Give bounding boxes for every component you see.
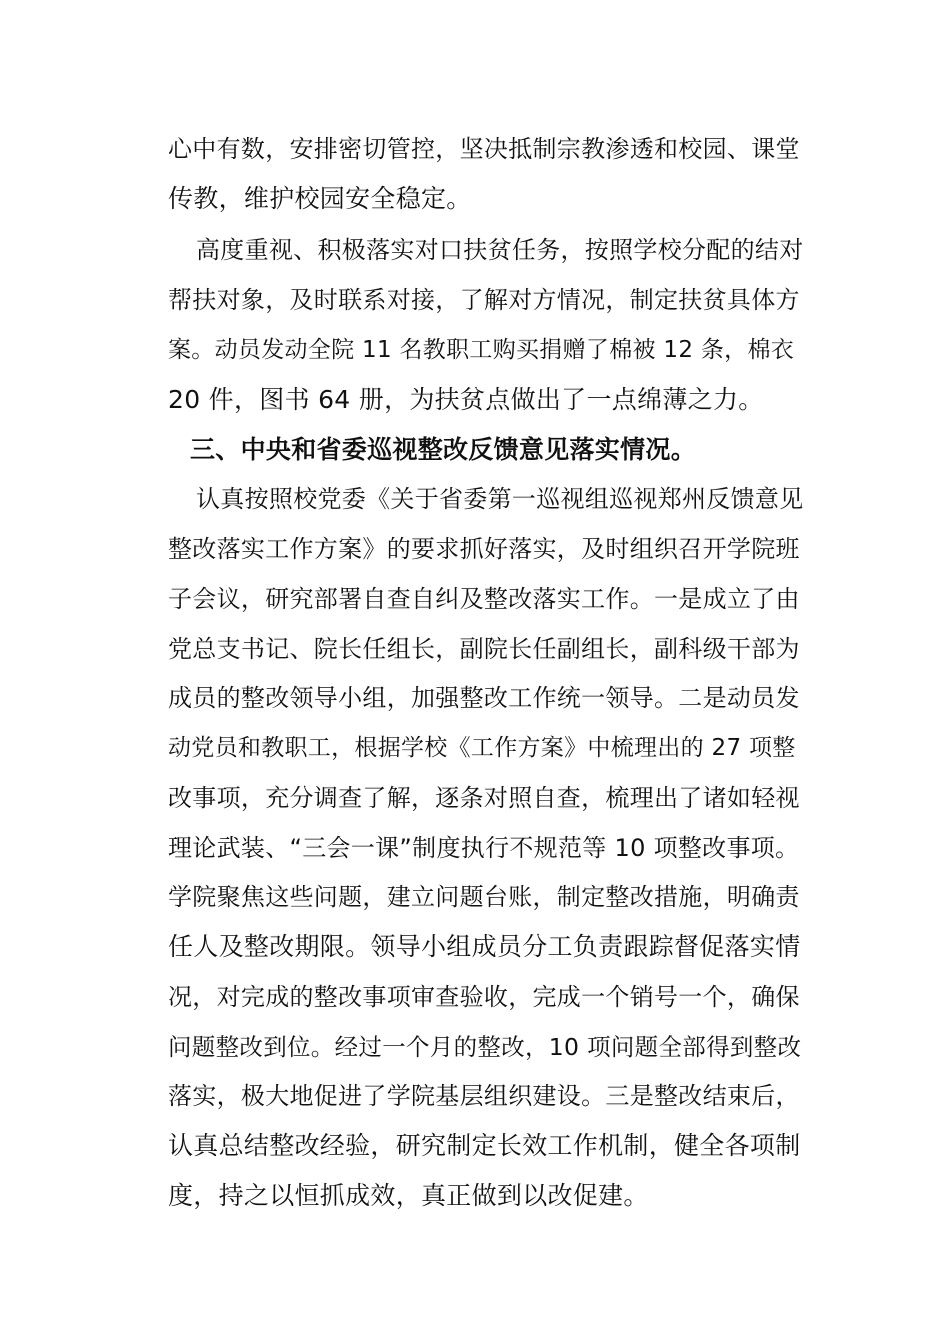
text-line: 落实，极大地促进了学院基层组织建设。三是整改结束后， [168,1082,800,1110]
text-line: 帮扶对象，及时联系对接，了解对方情况，制定扶贫具体方 [168,286,800,314]
text-line: 理论武装、“三会一课”制度执行不规范等 10 项整改事项。 [168,834,800,862]
section-heading: 三、中央和省委巡视整改反馈意见落实情况。 [190,435,697,464]
text-line: 动党员和教职工，根据学校《工作方案》中梳理出的 27 项整 [168,735,796,761]
text-line: 况，对完成的整改事项审查验收，完成一个销号一个，确保 [168,983,800,1011]
text-line: 心中有数，安排密切管控，坚决抵制宗教渗透和校园、课堂 [168,135,800,163]
text-line: 高度重视、积极落实对口扶贫任务，按照学校分配的结对 [196,236,804,264]
text-line: 子会议，研究部署自查自纠及整改落实工作。一是成立了由 [168,585,800,613]
text-line: 认真按照校党委《关于省委第一巡视组巡视郑州反馈意见 [196,485,804,513]
text-line: 认真总结整改经验，研究制定长效工作机制，健全各项制 [168,1131,801,1160]
text-line: 问题整改到位。经过一个月的整改，10 项问题全部得到整改 [168,1033,802,1061]
text-line: 案。动员发动全院 11 名教职工购买捐赠了棉被 12 条，棉衣 [168,337,795,363]
text-line: 传教，维护校园安全稳定。 [168,184,472,213]
text-line: 整改落实工作方案》的要求抓好落实，及时组织召开学院班 [168,535,800,563]
text-line: 学院聚焦这些问题，建立问题台账，制定整改措施，明确责 [168,883,800,911]
text-line: 任人及整改期限。领导小组成员分工负责跟踪督促落实情 [168,932,801,961]
text-line: 度，持之以恒抓成效，真正做到以改促建。 [168,1181,649,1210]
text-line: 党总支书记、院长任组长，副院长任副组长，副科级干部为 [168,635,800,663]
text-line: 成员的整改领导小组，加强整改工作统一领导。二是动员发 [168,684,800,712]
text-line: 20 件，图书 64 册，为扶贫点做出了一点绵薄之力。 [168,385,764,414]
text-line: 改事项，充分调查了解，逐条对照自查，梳理出了诸如轻视 [168,784,800,812]
